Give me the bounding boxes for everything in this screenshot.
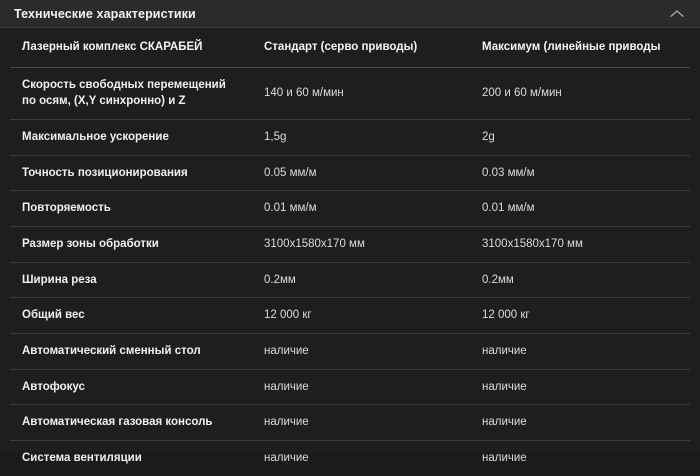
spec-table-container [0, 28, 700, 476]
table-row [10, 120, 690, 156]
row-value-maximum: 200 и 60 м/мин [470, 67, 690, 119]
row-value-standard: наличие [252, 405, 470, 441]
table-body [10, 67, 690, 476]
row-label: Ширина реза [10, 262, 252, 298]
row-value-standard: 0.01 мм/м [252, 191, 470, 227]
row-value-standard: 140 и 60 м/мин [252, 67, 470, 119]
row-value-standard: 12 000 кг [252, 298, 470, 334]
table-row [10, 155, 690, 191]
column-header-standard: Стандарт (серво приводы) [252, 28, 470, 67]
table-row [10, 369, 690, 405]
row-value-standard: наличие [264, 452, 309, 465]
table-header-row [10, 28, 690, 67]
row-label: Система вентиляции [22, 452, 142, 465]
row-value-maximum: 2g [470, 120, 690, 156]
row-value-maximum: наличие [470, 369, 690, 405]
row-value-standard: 3100x1580x170 мм [252, 227, 470, 263]
table-header [10, 28, 690, 67]
row-value-maximum: 12 000 кг [470, 298, 690, 334]
row-label: Автоматическая газовая консоль [10, 405, 252, 441]
row-value-standard: наличие [252, 369, 470, 405]
table-row [10, 262, 690, 298]
table-row [10, 227, 690, 263]
column-header-model: Лазерный комплекс СКАРАБЕЙ [10, 28, 252, 67]
row-label: Автоматический сменный стол [10, 334, 252, 370]
row-label: Автофокус [10, 369, 252, 405]
row-label: Общий вес [10, 298, 252, 334]
row-label: Повторяемость [10, 191, 252, 227]
row-label: Точность позиционирования [10, 155, 252, 191]
row-value-standard: 0.05 мм/м [252, 155, 470, 191]
row-value-standard: наличие [252, 334, 470, 370]
table-row [10, 441, 690, 476]
row-label: Максимальное ускорение [10, 120, 252, 156]
row-value-standard: 0.2мм [252, 262, 470, 298]
column-header-maximum: Максимум (линейные приводы [470, 28, 690, 67]
chevron-up-icon[interactable] [668, 5, 686, 23]
panel-header[interactable] [0, 0, 700, 28]
row-value-maximum: наличие [482, 452, 527, 465]
spec-table [10, 28, 690, 476]
table-row [10, 191, 690, 227]
row-value-maximum: 3100x1580x170 мм [470, 227, 690, 263]
table-row [10, 67, 690, 119]
row-value-maximum: 0.03 мм/м [470, 155, 690, 191]
row-value-maximum: 0.01 мм/м [470, 191, 690, 227]
page-title: Технические характеристики [14, 6, 196, 21]
table-row [10, 298, 690, 334]
row-value-maximum: наличие [470, 405, 690, 441]
table-row [10, 405, 690, 441]
row-label: Скорость свободных перемещений по осям, (X,Y синхронно) и Z [10, 67, 252, 119]
row-value-standard: 1,5g [252, 120, 470, 156]
row-label: Размер зоны обработки [10, 227, 252, 263]
row-value-maximum: наличие [470, 334, 690, 370]
row-value-maximum: 0.2мм [470, 262, 690, 298]
table-row [10, 334, 690, 370]
